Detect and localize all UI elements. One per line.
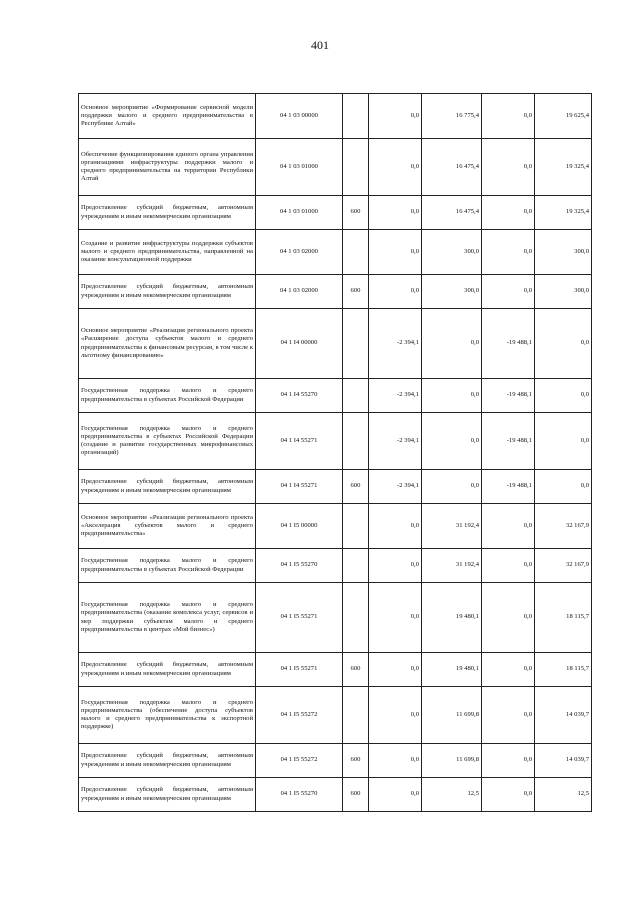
row-value-2-cell: 300,0 — [422, 230, 482, 275]
row-code-cell: 04 1 I5 55271 — [256, 653, 343, 687]
table-row — [79, 94, 592, 139]
row-value-3-cell: 0,0 — [482, 230, 535, 275]
row-value-4-cell: 32 167,9 — [535, 549, 592, 583]
row-value-1-cell: 0,0 — [369, 549, 422, 583]
table-row — [79, 309, 592, 379]
row-name-cell: Основное мероприятие «Формирование сервисной модели поддержки малого и среднего предпринимательства в Республике Алтай» — [79, 94, 256, 139]
table-row — [79, 275, 592, 309]
row-code-cell: 04 1 I5 55272 — [256, 744, 343, 778]
row-value-2-cell: 300,0 — [422, 275, 482, 309]
row-name-cell: Предоставление субсидий бюджетным, автономным учреждениям и иным некоммерческим организациям — [79, 744, 256, 778]
row-value-4-cell: 32 167,9 — [535, 504, 592, 549]
row-value-3-cell: 0,0 — [482, 196, 535, 230]
row-value-1-cell: -2 394,1 — [369, 413, 422, 470]
table-row — [79, 744, 592, 778]
row-expense-type-cell — [343, 504, 369, 549]
row-value-1-cell: -2 394,1 — [369, 470, 422, 504]
row-expense-type-cell — [343, 379, 369, 413]
row-value-3-cell: 0,0 — [482, 549, 535, 583]
row-code-cell: 04 1 03 02000 — [256, 230, 343, 275]
row-name-cell: Государственная поддержка малого и среднего предпринимательства (обеспечение доступа субъектов малого и среднего предпринимательства к экспортной поддержке) — [79, 687, 256, 744]
row-code-cell: 04 1 I5 00000 — [256, 504, 343, 549]
row-name-cell: Государственная поддержка малого и среднего предпринимательства в субъектах Российской Федерации (создание и развитие государственных микрофинансовых организаций) — [79, 413, 256, 470]
row-name-cell: Создание и развитие инфраструктуры поддержки субъектов малого и среднего предпринимательства, направленной на оказание консультационной поддержки — [79, 230, 256, 275]
row-value-4-cell: 12,5 — [535, 778, 592, 812]
row-code-cell: 04 1 03 01000 — [256, 196, 343, 230]
row-value-3-cell: 0,0 — [482, 687, 535, 744]
row-value-3-cell: 0,0 — [482, 139, 535, 196]
row-value-1-cell: 0,0 — [369, 744, 422, 778]
row-value-2-cell: 0,0 — [422, 379, 482, 413]
row-code-cell: 04 1 I4 55271 — [256, 413, 343, 470]
row-code-cell: 04 1 03 01000 — [256, 139, 343, 196]
row-value-1-cell: 0,0 — [369, 275, 422, 309]
row-value-1-cell: 0,0 — [369, 230, 422, 275]
row-value-4-cell: 0,0 — [535, 413, 592, 470]
table-row — [79, 583, 592, 653]
row-value-4-cell: 300,0 — [535, 275, 592, 309]
row-value-3-cell: 0,0 — [482, 653, 535, 687]
row-code-cell: 04 1 I5 55270 — [256, 549, 343, 583]
row-value-2-cell: 0,0 — [422, 470, 482, 504]
row-code-cell: 04 1 I5 55271 — [256, 583, 343, 653]
row-value-3-cell: -19 488,1 — [482, 413, 535, 470]
row-expense-type-cell — [343, 549, 369, 583]
budget-table-body — [79, 94, 592, 812]
row-value-2-cell: 0,0 — [422, 309, 482, 379]
row-expense-type-cell — [343, 94, 369, 139]
row-name-cell: Основное мероприятие «Реализация регионального проекта «Акселерация субъектов малого и среднего предпринимательства» — [79, 504, 256, 549]
row-value-3-cell: -19 488,1 — [482, 470, 535, 504]
row-value-2-cell: 16 475,4 — [422, 139, 482, 196]
row-value-2-cell: 12,5 — [422, 778, 482, 812]
row-value-3-cell: 0,0 — [482, 744, 535, 778]
row-value-2-cell: 16 775,4 — [422, 94, 482, 139]
row-value-1-cell: 0,0 — [369, 583, 422, 653]
row-name-cell: Основное мероприятие «Реализация регионального проекта «Расширение доступа субъектов малого и среднего предпринимательства к финансовым ресурсам, в том числе к льготному финансированию» — [79, 309, 256, 379]
row-code-cell: 04 1 03 02000 — [256, 275, 343, 309]
table-row — [79, 470, 592, 504]
row-value-3-cell: -19 488,1 — [482, 309, 535, 379]
row-expense-type-cell: 600 — [343, 653, 369, 687]
row-name-cell: Предоставление субсидий бюджетным, автономным учреждениям и иным некоммерческим организациям — [79, 196, 256, 230]
row-value-2-cell: 16 475,4 — [422, 196, 482, 230]
row-code-cell: 04 1 I4 55270 — [256, 379, 343, 413]
row-value-3-cell: 0,0 — [482, 583, 535, 653]
row-expense-type-cell — [343, 583, 369, 653]
row-expense-type-cell — [343, 687, 369, 744]
table-row — [79, 653, 592, 687]
row-value-1-cell: 0,0 — [369, 653, 422, 687]
table-row — [79, 139, 592, 196]
row-value-4-cell: 19 325,4 — [535, 139, 592, 196]
row-name-cell: Государственная поддержка малого и среднего предпринимательства в субъектах Российской Федерации — [79, 379, 256, 413]
table-row — [79, 549, 592, 583]
row-code-cell: 04 1 I4 00000 — [256, 309, 343, 379]
row-value-2-cell: 11 699,8 — [422, 744, 482, 778]
table-row — [79, 413, 592, 470]
row-expense-type-cell — [343, 309, 369, 379]
row-value-4-cell: 0,0 — [535, 309, 592, 379]
row-value-4-cell: 19 625,4 — [535, 94, 592, 139]
budget-table — [78, 93, 592, 812]
row-value-1-cell: 0,0 — [369, 94, 422, 139]
row-code-cell: 04 1 I5 55270 — [256, 778, 343, 812]
row-value-4-cell: 14 039,7 — [535, 744, 592, 778]
row-value-1-cell: 0,0 — [369, 687, 422, 744]
row-expense-type-cell — [343, 413, 369, 470]
row-value-3-cell: 0,0 — [482, 504, 535, 549]
row-value-2-cell: 31 192,4 — [422, 549, 482, 583]
row-name-cell: Предоставление субсидий бюджетным, автономным учреждениям и иным некоммерческим организациям — [79, 470, 256, 504]
row-value-1-cell: 0,0 — [369, 504, 422, 549]
row-value-4-cell: 14 039,7 — [535, 687, 592, 744]
row-value-4-cell: 18 115,7 — [535, 583, 592, 653]
row-value-4-cell: 18 115,7 — [535, 653, 592, 687]
row-value-4-cell: 300,0 — [535, 230, 592, 275]
row-expense-type-cell: 600 — [343, 470, 369, 504]
row-code-cell: 04 1 03 00000 — [256, 94, 343, 139]
row-value-1-cell: 0,0 — [369, 778, 422, 812]
table-row — [79, 778, 592, 812]
row-name-cell: Предоставление субсидий бюджетным, автономным учреждениям и иным некоммерческим организациям — [79, 778, 256, 812]
row-value-2-cell: 19 480,1 — [422, 653, 482, 687]
row-value-1-cell: 0,0 — [369, 139, 422, 196]
row-value-4-cell: 0,0 — [535, 379, 592, 413]
row-expense-type-cell: 600 — [343, 196, 369, 230]
row-value-2-cell: 0,0 — [422, 413, 482, 470]
table-row — [79, 196, 592, 230]
row-name-cell: Предоставление субсидий бюджетным, автономным учреждениям и иным некоммерческим организациям — [79, 275, 256, 309]
row-value-1-cell: 0,0 — [369, 196, 422, 230]
table-row — [79, 687, 592, 744]
row-expense-type-cell: 600 — [343, 744, 369, 778]
row-name-cell: Государственная поддержка малого и среднего предпринимательства в субъектах Российской Федерации — [79, 549, 256, 583]
table-row — [79, 504, 592, 549]
row-code-cell: 04 1 I4 55271 — [256, 470, 343, 504]
row-value-1-cell: -2 394,1 — [369, 379, 422, 413]
row-expense-type-cell: 600 — [343, 275, 369, 309]
row-name-cell: Обеспечение функционирования единого органа управления организациями инфраструктуры поддержки малого и среднего предпринимательства на территории Республики Алтай — [79, 139, 256, 196]
row-value-3-cell: 0,0 — [482, 94, 535, 139]
row-value-1-cell: -2 394,1 — [369, 309, 422, 379]
row-expense-type-cell — [343, 230, 369, 275]
row-value-3-cell: 0,0 — [482, 778, 535, 812]
row-name-cell: Предоставление субсидий бюджетным, автономным учреждениям и иным некоммерческим организациям — [79, 653, 256, 687]
table-row — [79, 379, 592, 413]
row-value-3-cell: 0,0 — [482, 275, 535, 309]
row-value-2-cell: 11 699,8 — [422, 687, 482, 744]
row-value-2-cell: 19 480,1 — [422, 583, 482, 653]
page-number: 401 — [311, 38, 329, 52]
row-value-4-cell: 19 325,4 — [535, 196, 592, 230]
row-code-cell: 04 1 I5 55272 — [256, 687, 343, 744]
row-expense-type-cell: 600 — [343, 778, 369, 812]
row-value-2-cell: 31 192,4 — [422, 504, 482, 549]
row-name-cell: Государственная поддержка малого и среднего предпринимательства (оказание комплекса услуг, сервисов и мер поддержки субъектам малого и среднего предпринимательства в центрах «Мой бизнес») — [79, 583, 256, 653]
row-expense-type-cell — [343, 139, 369, 196]
row-value-4-cell: 0,0 — [535, 470, 592, 504]
row-value-3-cell: -19 488,1 — [482, 379, 535, 413]
table-row — [79, 230, 592, 275]
